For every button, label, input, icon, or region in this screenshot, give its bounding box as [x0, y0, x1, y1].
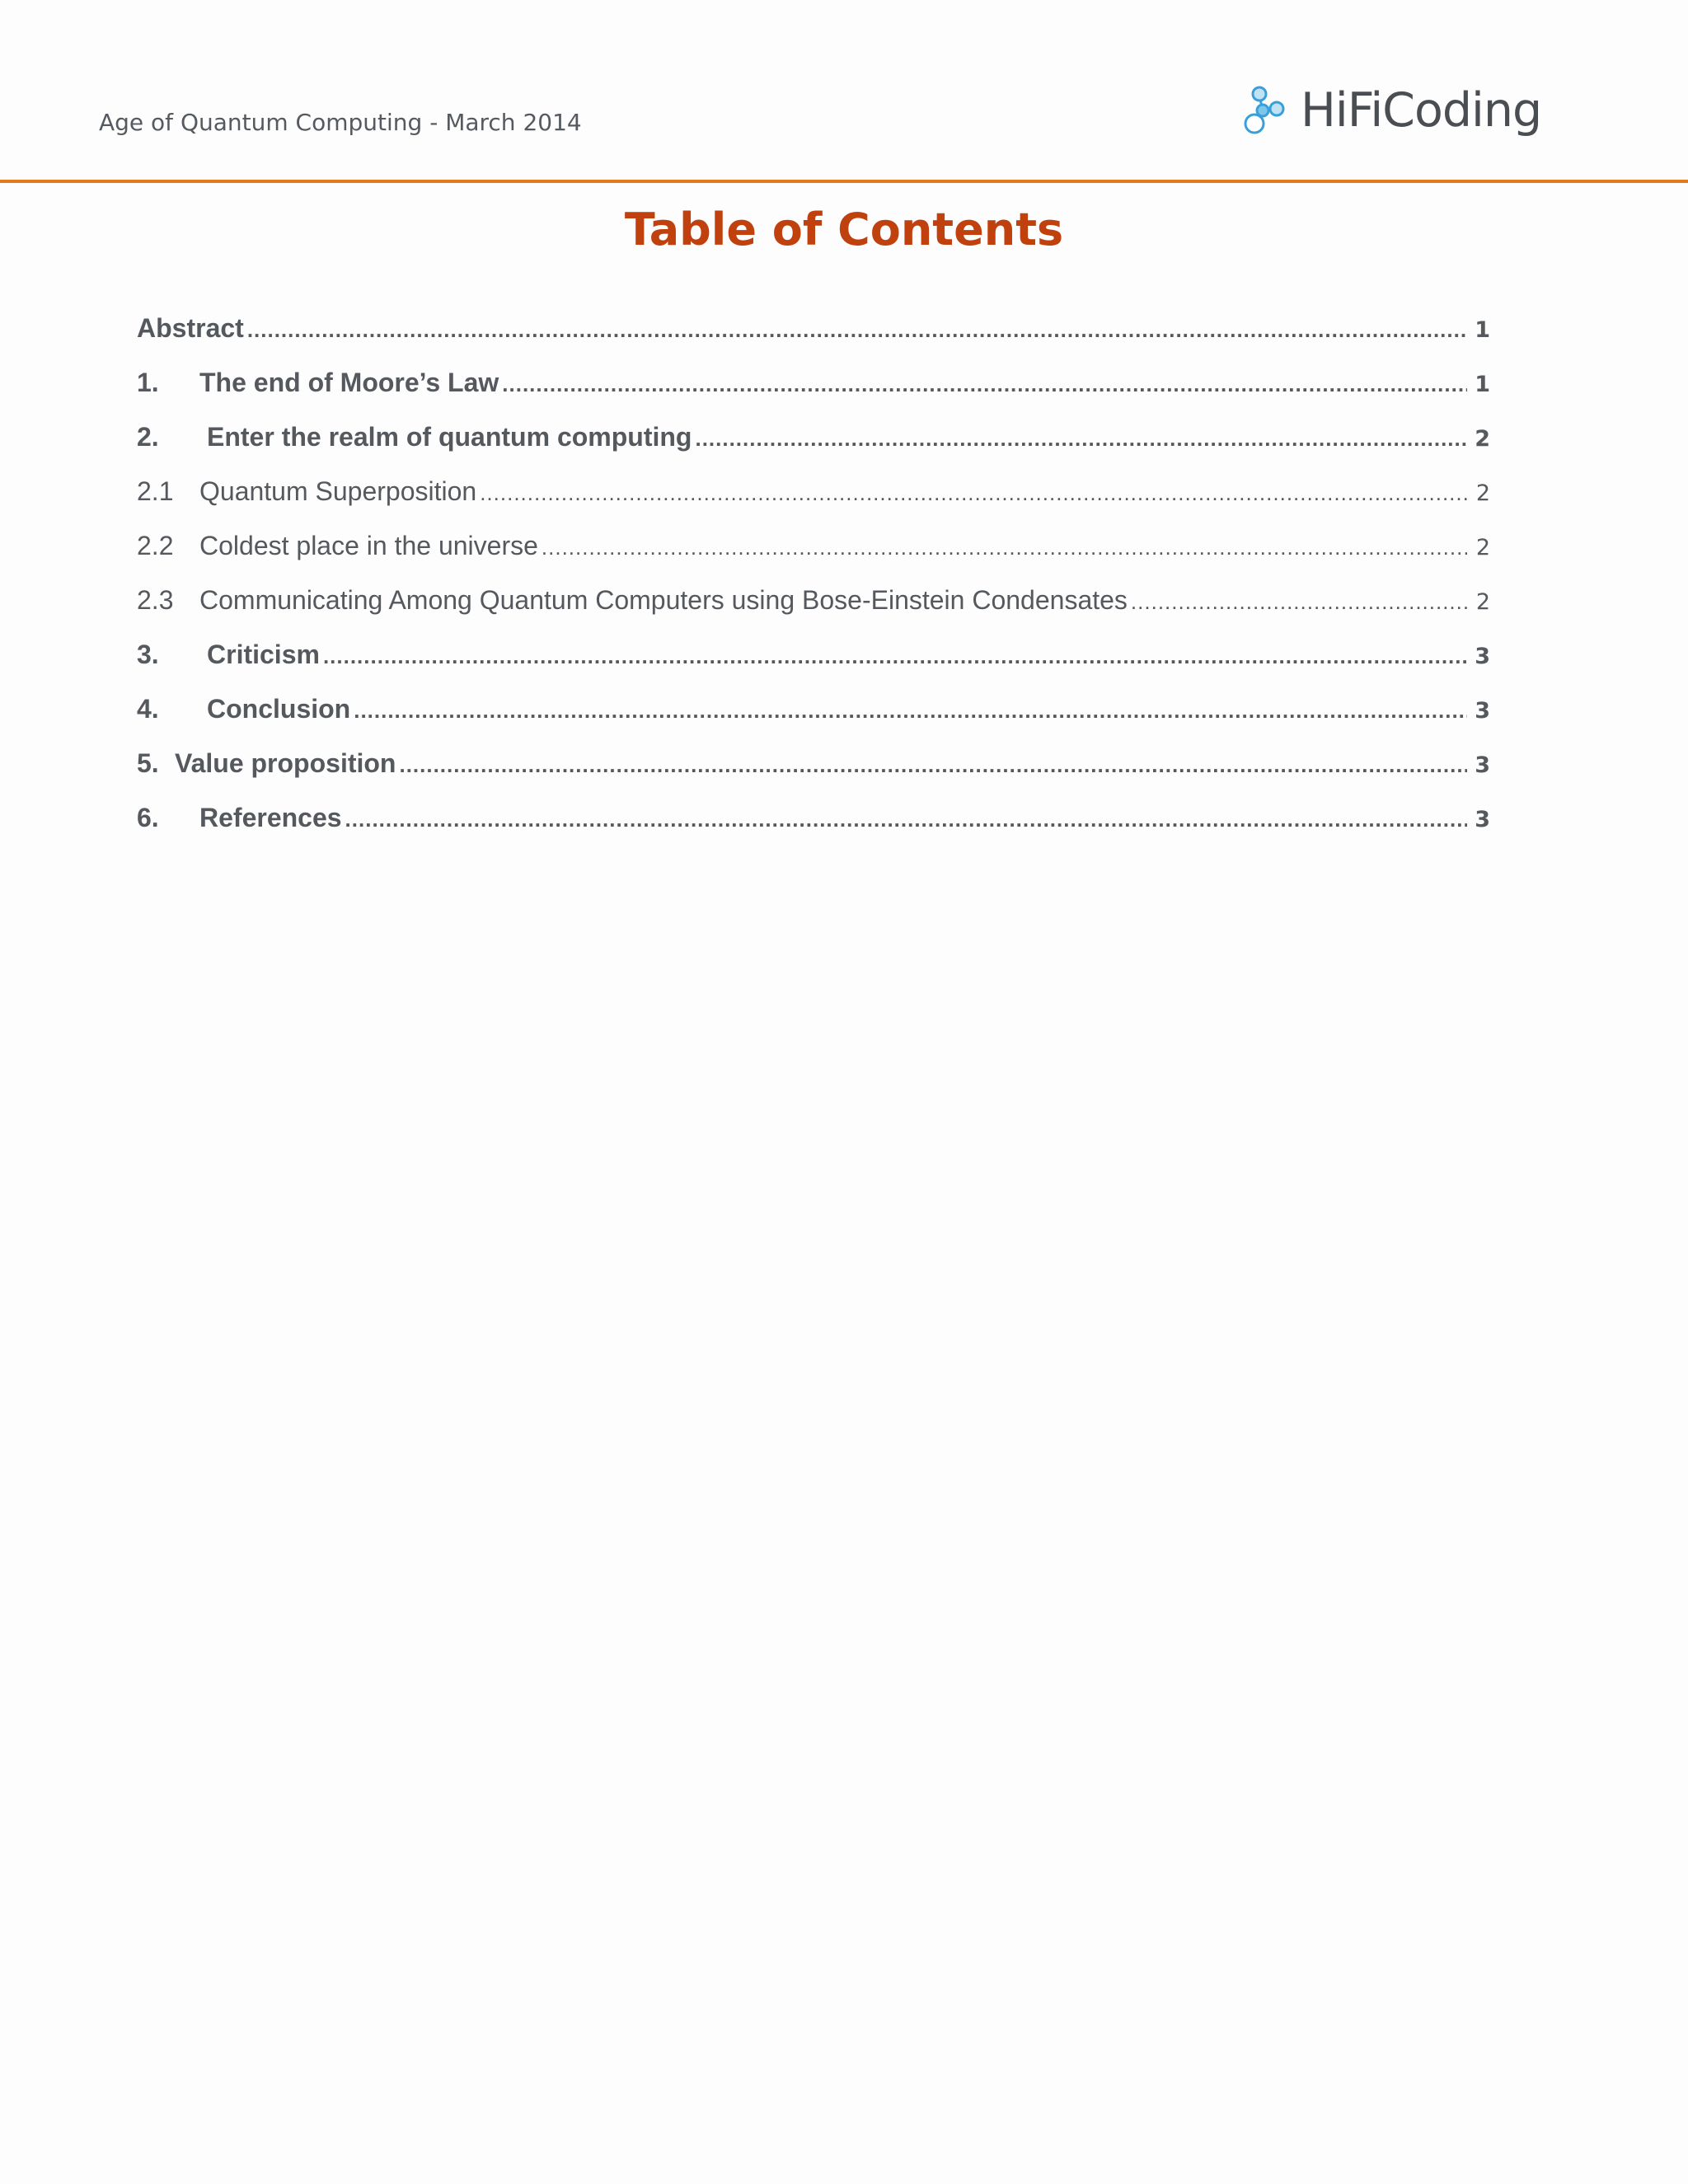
toc-entry-conclusion[interactable] [137, 694, 1490, 748]
toc-entry-number: 1. [137, 368, 159, 397]
table-of-contents [137, 313, 1490, 857]
toc-dot-leader [542, 535, 1467, 560]
toc-entry-quantum-computing[interactable] [137, 422, 1490, 476]
page-header [0, 0, 1688, 183]
header-document-title: Age of Quantum Computing - March 2014 [99, 109, 582, 136]
toc-page-number: 3 [1475, 807, 1490, 832]
toc-page-number: 1 [1475, 372, 1490, 397]
toc-dot-leader [345, 807, 1467, 832]
toc-entry-number: 2. [137, 422, 159, 452]
toc-entry-abstract[interactable] [137, 313, 1490, 368]
toc-entry-coldest-place[interactable] [137, 531, 1490, 585]
toc-entry-number: 5. [137, 748, 159, 778]
toc-page-number: 2 [1475, 589, 1490, 615]
toc-dot-leader [399, 752, 1467, 778]
toc-dot-leader [502, 372, 1467, 397]
toc-dot-leader [323, 644, 1467, 669]
toc-entry-label: Abstract [137, 313, 244, 343]
toc-entry-number: 2.1 [137, 476, 174, 506]
toc-entry-number: 6. [137, 803, 159, 832]
toc-dot-leader [354, 698, 1467, 724]
toc-entry-criticism[interactable] [137, 640, 1490, 694]
toc-entry-label: Conclusion [207, 694, 351, 724]
hificoding-logo [1241, 81, 1541, 140]
toc-entry-label: Enter the realm of quantum computing [207, 422, 692, 452]
toc-entry-quantum-superposition[interactable] [137, 476, 1490, 531]
toc-page-number: 2 [1475, 480, 1490, 506]
toc-dot-leader [1131, 589, 1467, 615]
toc-entry-value-proposition[interactable] [137, 748, 1490, 803]
toc-entry-bose-einstein[interactable] [137, 585, 1490, 640]
molecule-icon [1241, 84, 1287, 137]
toc-page-number: 2 [1475, 426, 1490, 452]
toc-page-number: 2 [1475, 535, 1490, 560]
toc-entry-label: Communicating Among Quantum Computers using Bose-Einstein Condensates [199, 585, 1128, 615]
toc-entry-label: Value proposition [175, 748, 396, 778]
toc-dot-leader [480, 480, 1467, 506]
toc-entry-references[interactable] [137, 803, 1490, 857]
toc-dot-leader [695, 426, 1467, 452]
toc-page-number: 3 [1475, 752, 1490, 778]
toc-page-number: 3 [1475, 698, 1490, 724]
toc-entry-number: 3. [137, 640, 159, 669]
toc-entry-label: References [199, 803, 342, 832]
toc-entry-moores-law[interactable] [137, 368, 1490, 422]
toc-entry-label: Quantum Superposition [199, 476, 477, 506]
toc-title: Table of Contents [624, 204, 1064, 255]
toc-entry-label: Criticism [207, 640, 320, 669]
toc-entry-number: 2.3 [137, 585, 174, 615]
toc-entry-number: 4. [137, 694, 159, 724]
toc-dot-leader [247, 317, 1467, 343]
toc-page-number: 3 [1475, 644, 1490, 669]
toc-page-number: 1 [1475, 317, 1490, 343]
logo-wordmark: HiFiCoding [1301, 82, 1542, 138]
toc-entry-label: The end of Moore’s Law [199, 368, 499, 397]
toc-entry-label: Coldest place in the universe [199, 531, 538, 560]
toc-entry-number: 2.2 [137, 531, 174, 560]
